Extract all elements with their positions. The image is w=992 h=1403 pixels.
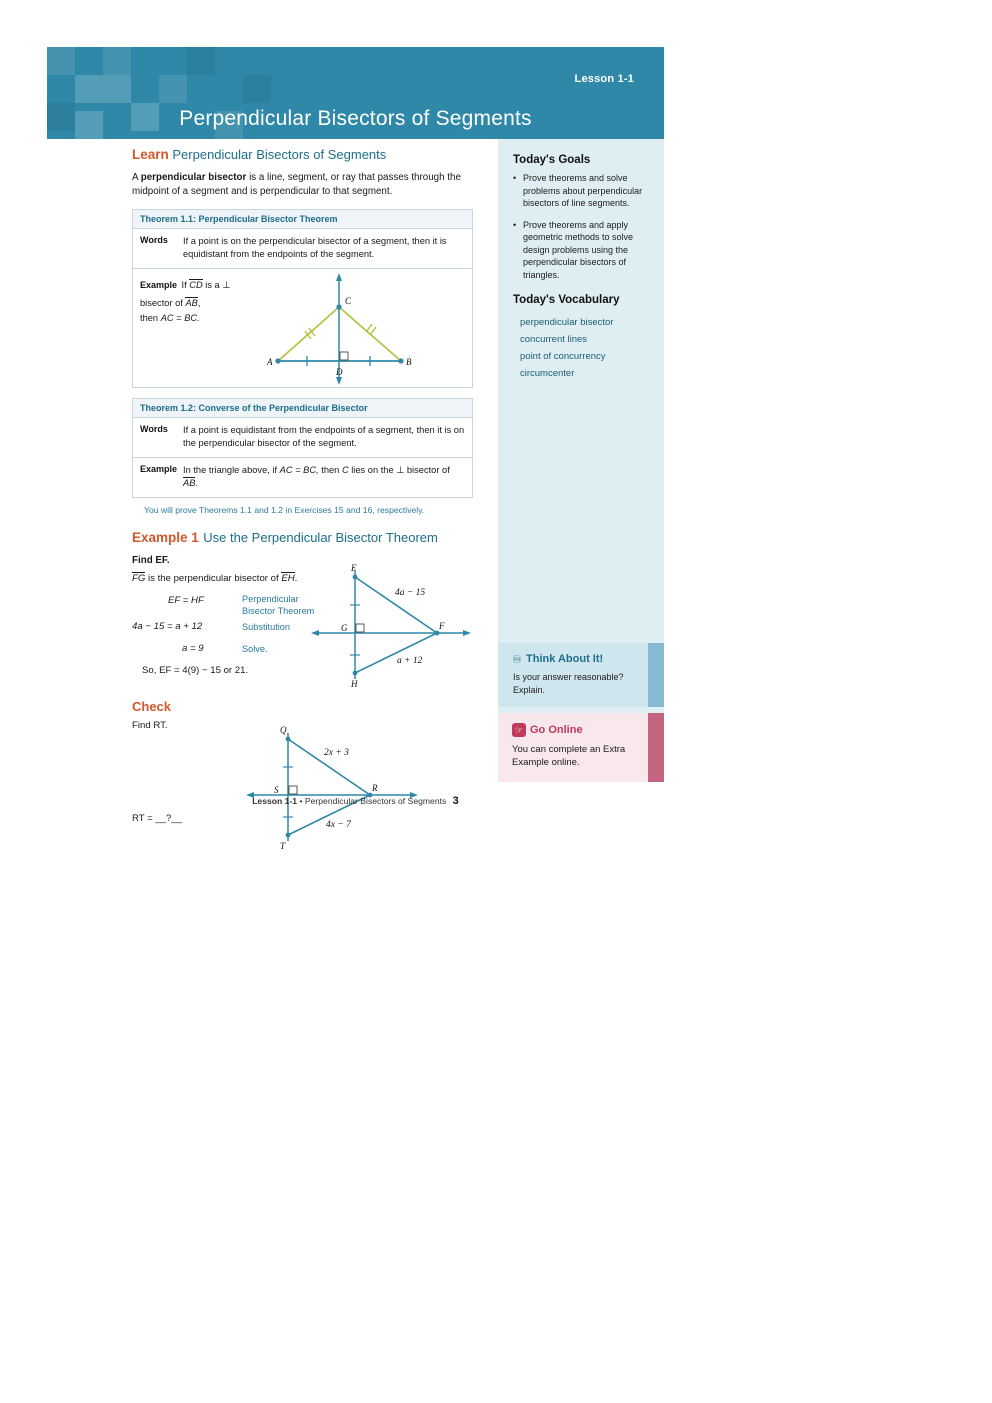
vocabulary-item: concurrent lines bbox=[520, 334, 588, 345]
learn-keyword: Learn bbox=[132, 147, 169, 162]
think-about-it-title: Think About It! bbox=[526, 653, 604, 665]
footer-lesson: Lesson 1-1 bbox=[252, 796, 298, 806]
ray-fg: FG bbox=[132, 573, 146, 584]
page-title: Perpendicular Bisectors of Segments bbox=[179, 107, 532, 130]
svg-text:E: E bbox=[351, 563, 357, 573]
banner-tile bbox=[103, 75, 131, 103]
ex2-d: C bbox=[341, 465, 349, 475]
step-1-math: EF = HF bbox=[168, 595, 204, 606]
example-line2-a: then bbox=[140, 313, 161, 323]
svg-text:T: T bbox=[280, 841, 286, 851]
example-1-keyword: Example 1 bbox=[132, 530, 199, 545]
theorem-1-2-box bbox=[132, 398, 473, 498]
segment-cd: CD bbox=[189, 280, 203, 290]
step-3-reason: Solve. bbox=[242, 644, 268, 654]
segment-ab: AB bbox=[183, 478, 196, 488]
example-1-statement bbox=[132, 573, 297, 584]
svg-text:S: S bbox=[274, 785, 279, 795]
goal-item: • Prove theorems and solve problems about perpendicular bisectors of line segments. bbox=[513, 172, 648, 210]
theorem-1-2-words-row bbox=[133, 418, 472, 458]
svg-text:C: C bbox=[345, 296, 352, 306]
triangle-efh-diagram bbox=[307, 561, 477, 691]
example-line2-b: AC = BC. bbox=[160, 313, 200, 323]
theorem-1-1-box bbox=[132, 209, 473, 388]
learn-title: Perpendicular Bisectors of Segments bbox=[172, 147, 387, 162]
svg-text:H: H bbox=[351, 679, 358, 689]
goals-title: Today's Goals bbox=[513, 154, 591, 166]
svg-text:Q: Q bbox=[280, 725, 287, 735]
vocabulary-item: perpendicular bisector bbox=[520, 317, 614, 328]
step-1-reason: Perpendicular Bisector Theorem bbox=[242, 594, 315, 616]
svg-text:R: R bbox=[372, 783, 378, 793]
banner-tile bbox=[243, 75, 271, 103]
example-1-conclusion: So, EF = 4(9) − 15 or 21. bbox=[142, 665, 249, 676]
svg-text:4a − 15: 4a − 15 bbox=[395, 588, 426, 598]
go-online-title: Go Online bbox=[530, 724, 583, 736]
check-answer-blank: RT = __?__ bbox=[132, 813, 183, 824]
intro-text-a: A bbox=[132, 172, 141, 183]
think-about-it-body: Is your answer reasonable? Explain. bbox=[513, 672, 624, 695]
segment-eh: EH bbox=[281, 573, 295, 584]
step-2-math: 4a − 15 = a + 12 bbox=[132, 621, 203, 632]
words-label: Words bbox=[140, 235, 168, 245]
example-line1-c: , bbox=[197, 298, 201, 308]
triangle-qrt-diagram bbox=[242, 723, 422, 853]
theorem-1-1-figure bbox=[253, 269, 473, 387]
think-about-it-accent bbox=[648, 643, 664, 707]
words-text: If a point is on the perpendicular bisector of a segment, then it is equidistant from the endpoints of the segment. bbox=[183, 236, 447, 259]
ex2-b: AC = BC, bbox=[279, 465, 319, 475]
statement-d: . bbox=[294, 573, 298, 584]
page-footer bbox=[47, 795, 664, 807]
statement-b: is the perpendicular bisector of bbox=[145, 573, 282, 584]
vocabulary-list bbox=[520, 314, 665, 382]
svg-text:B: B bbox=[406, 357, 412, 367]
step-2-reason: Substitution bbox=[242, 622, 291, 632]
prove-note: You will prove Theorems 1.1 and 1.2 in Exercises 15 and 16, respectively. bbox=[144, 505, 425, 515]
example-1-heading bbox=[132, 529, 477, 547]
lesson-tag: Lesson 1-1 bbox=[574, 73, 634, 85]
vocabulary-item: point of concurrency bbox=[520, 351, 606, 362]
cursor-click-icon: ☞ bbox=[512, 723, 526, 737]
theorem-1-1-words-row bbox=[133, 229, 472, 269]
intro-paragraph bbox=[132, 171, 473, 199]
banner-tile bbox=[159, 75, 187, 103]
vocabulary-title: Today's Vocabulary bbox=[513, 294, 620, 306]
svg-text:a + 12: a + 12 bbox=[397, 656, 423, 666]
intro-text-c: is a line, segment, or ray that passes through the midpoint of a segment and is perpendicular to that segment. bbox=[132, 172, 461, 197]
svg-text:G: G bbox=[341, 623, 348, 633]
footer-title: Perpendicular Bisectors of Segments bbox=[304, 796, 447, 806]
think-about-it-box bbox=[498, 643, 648, 707]
svg-text:F: F bbox=[439, 621, 445, 631]
svg-text:D: D bbox=[336, 367, 343, 377]
theorem-1-2-example-row bbox=[133, 458, 472, 497]
ex2-g: . bbox=[195, 478, 198, 488]
theorem-1-1-header: Theorem 1.1: Perpendicular Bisector Theorem bbox=[133, 210, 472, 229]
thought-bubble-icon: ♾ bbox=[512, 654, 522, 666]
theorem-1-1-example-row bbox=[133, 269, 472, 387]
svg-text:4x − 7: 4x − 7 bbox=[326, 820, 351, 830]
banner-tile bbox=[47, 47, 75, 75]
banner-tile bbox=[187, 47, 215, 75]
go-online-accent bbox=[648, 713, 664, 782]
example-label: Example bbox=[140, 464, 178, 474]
vocabulary-item: circumcenter bbox=[520, 368, 575, 379]
main-content bbox=[132, 147, 477, 857]
svg-text:A: A bbox=[267, 357, 273, 367]
banner-tile bbox=[75, 75, 103, 103]
check-figure bbox=[242, 723, 422, 858]
page-banner bbox=[47, 47, 664, 139]
footer-page-number: 3 bbox=[452, 795, 459, 807]
theorem-1-2-header: Theorem 1.2: Converse of the Perpendicular Bisector bbox=[133, 399, 472, 418]
check-heading: Check bbox=[132, 699, 172, 714]
example-line1-b: is a ⊥ bisector of bbox=[140, 280, 231, 308]
example-line2 bbox=[140, 312, 251, 325]
go-online-body: You can complete an Extra Example online. bbox=[512, 744, 626, 768]
segment-ab: AB bbox=[185, 298, 198, 308]
example-label: Example bbox=[140, 280, 178, 290]
theorem-1-2-example-text bbox=[183, 458, 472, 497]
ex2-a: In the triangle above, if bbox=[183, 465, 280, 475]
learn-heading bbox=[132, 147, 477, 162]
example-line1-a: If bbox=[181, 280, 190, 290]
goal-item: • Prove theorems and apply geometric methods to solve design problems using the perpendicular bisectors of triangles. bbox=[513, 219, 648, 282]
example-1-title: Use the Perpendicular Bisector Theorem bbox=[203, 530, 438, 545]
perpendicular-bisector-diagram bbox=[253, 269, 473, 387]
textbook-page bbox=[47, 47, 664, 851]
svg-text:2x + 3: 2x + 3 bbox=[324, 748, 349, 758]
footer-sep: • bbox=[299, 796, 303, 806]
example-1-figure bbox=[307, 561, 477, 696]
banner-tile bbox=[103, 47, 131, 75]
find-ef-prompt: Find EF. bbox=[132, 555, 170, 566]
theorem-1-1-example-text bbox=[133, 269, 253, 387]
ex2-c: then bbox=[318, 465, 342, 475]
words-text: If a point is equidistant from the endpoints of a segment, then it is on the perpendicular bisector of the segment. bbox=[183, 425, 465, 448]
step-3-math: a = 9 bbox=[182, 643, 204, 654]
intro-term: perpendicular bisector bbox=[140, 172, 247, 183]
goals-list bbox=[513, 172, 648, 290]
check-prompt: Find RT. bbox=[132, 720, 168, 731]
ex2-e: lies on the ⊥ bisector of bbox=[348, 465, 450, 475]
go-online-box bbox=[498, 713, 648, 782]
words-label: Words bbox=[140, 424, 168, 434]
example-1-work bbox=[132, 563, 477, 693]
